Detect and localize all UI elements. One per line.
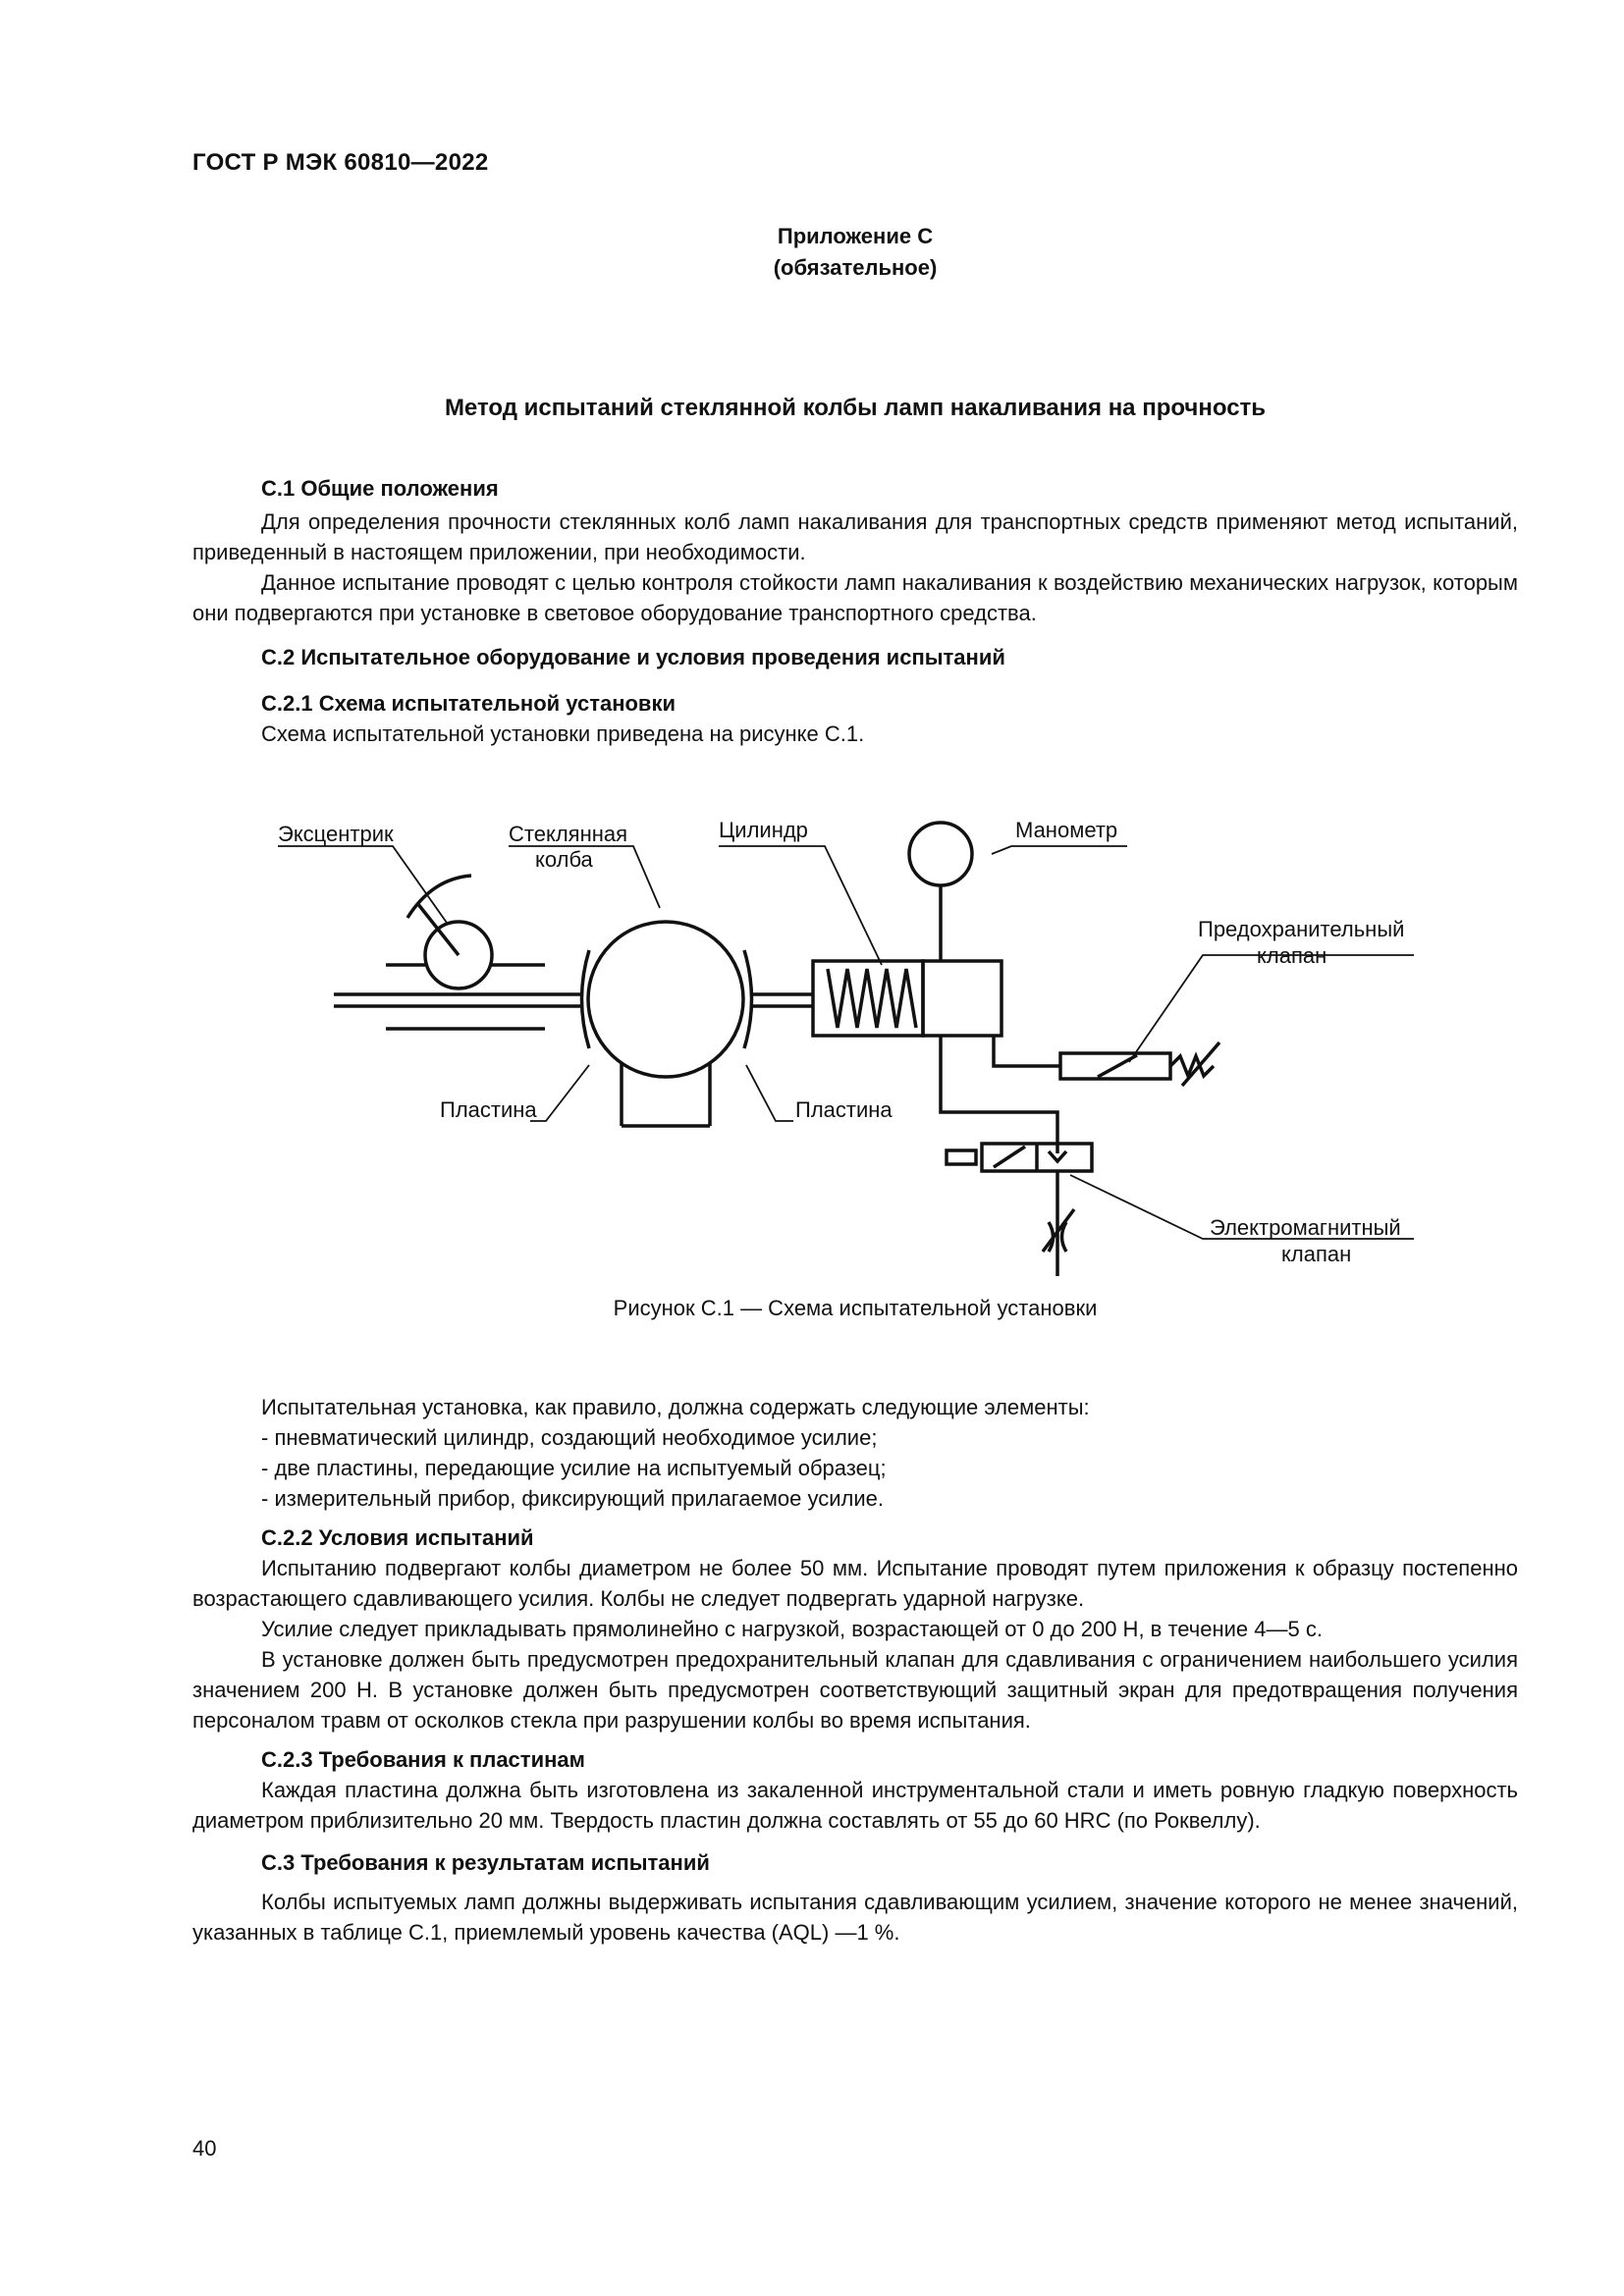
figure-caption: Рисунок С.1 — Схема испытательной установки [613,1296,1098,1320]
page-number: 40 [192,2136,217,2161]
paragraph: Колбы испытуемых ламп должны выдерживать испытания сдавливающим усилием, значение которого не менее значений, указанных в таблице С.1, приемлемый уровень качества (AQL) —1 %. [192,1890,1518,1945]
list-item: - измерительный прибор, фиксирующий прилагаемое усилие. [261,1486,885,1511]
paragraph: Для определения прочности стеклянных колб ламп накаливания для транспортных средств применяют метод испытаний, приведенный в настоящем приложении, при необходимости. [192,509,1518,564]
solenoid-valve [947,1144,1092,1276]
list-intro: Испытательная установка, как правило, должна содержать следующие элементы: [261,1395,1090,1419]
pneumatic-cylinder [813,961,1001,1036]
label-cylinder: Цилиндр [719,818,808,842]
annex-status: (обязательное) [773,255,938,280]
label-glass-bulb: Стеклянная [509,822,628,846]
document-header: ГОСТ Р МЭК 60810—2022 [192,149,489,176]
paragraph: Схема испытательной установки приведена на рисунке С.1. [261,721,865,746]
label-solenoid-valve: Электромагнитный [1210,1215,1401,1240]
plate-right [744,950,752,1048]
label-safety-valve-2: клапан [1257,943,1327,968]
label-plate-right: Пластина [795,1097,893,1122]
glass-bulb [588,922,743,1126]
section-c2-continued [192,1392,1518,1948]
list-item: - пневматический цилиндр, создающий необходимое усилие; [261,1425,878,1450]
paragraph: В установке должен быть предусмотрен предохранительный клапан для сдавливания с ограничением наибольшего усилия значением 200 Н. В установке должен быть предусмотрен соответствующий защитный экран для предотвращения получения персоналом травм от осколков стекла при разрушении колбы во время испытания. [192,1647,1518,1733]
paragraph: Каждая пластина должна быть изготовлена из закаленной инструментальной стали и иметь ровную гладкую поверхность диаметром приблизительно 20 мм. Твердость пластин должна составлять от 55 до 60 HRC (по Роквеллу). [192,1778,1518,1833]
heading-c21: С.2.1 Схема испытательной установки [261,691,676,716]
heading-c2: С.2 Испытательное оборудование и условия проведения испытаний [261,645,1005,669]
list-item: - две пластины, передающие усилие на испытуемый образец; [261,1456,887,1480]
label-glass-bulb-2: колба [535,847,593,872]
label-plate-left: Пластина [440,1097,537,1122]
manometer [909,823,972,961]
section-title: Метод испытаний стеклянной колбы ламп накаливания на прочность [444,395,1267,421]
safety-valve [1060,1042,1219,1086]
diagram-labels [278,818,1404,1266]
label-eccentric: Эксцентрик [278,822,394,846]
heading-c1: С.1 Общие положения [261,476,499,501]
paragraph: Усилие следует прикладывать прямолинейно с нагрузкой, возрастающей от 0 до 200 Н, в течение 4—5 с. [261,1617,1323,1641]
heading-c3: С.3 Требования к результатам испытаний [261,1850,710,1875]
label-solenoid-valve-2: клапан [1281,1242,1352,1266]
heading-c23: С.2.3 Требования к пластинам [261,1747,585,1772]
paragraph: Испытанию подвергают колбы диаметром не более 50 мм. Испытание проводят путем приложения к образцу постепенно возрастающего сдавливающего усилия. Колбы не следует подвергать ударной нагрузке. [192,1556,1518,1611]
annex-title: Приложение С [777,224,934,248]
label-manometer: Манометр [1015,818,1118,842]
paragraph: Данное испытание проводят с целью контроля стойкости ламп накаливания к воздействию механических нагрузок, которым они подвергаются при установке в световое оборудование транспортного средства. [192,570,1518,625]
heading-c22: С.2.2 Условия испытаний [261,1525,534,1550]
label-safety-valve: Предохранительный [1198,917,1405,941]
